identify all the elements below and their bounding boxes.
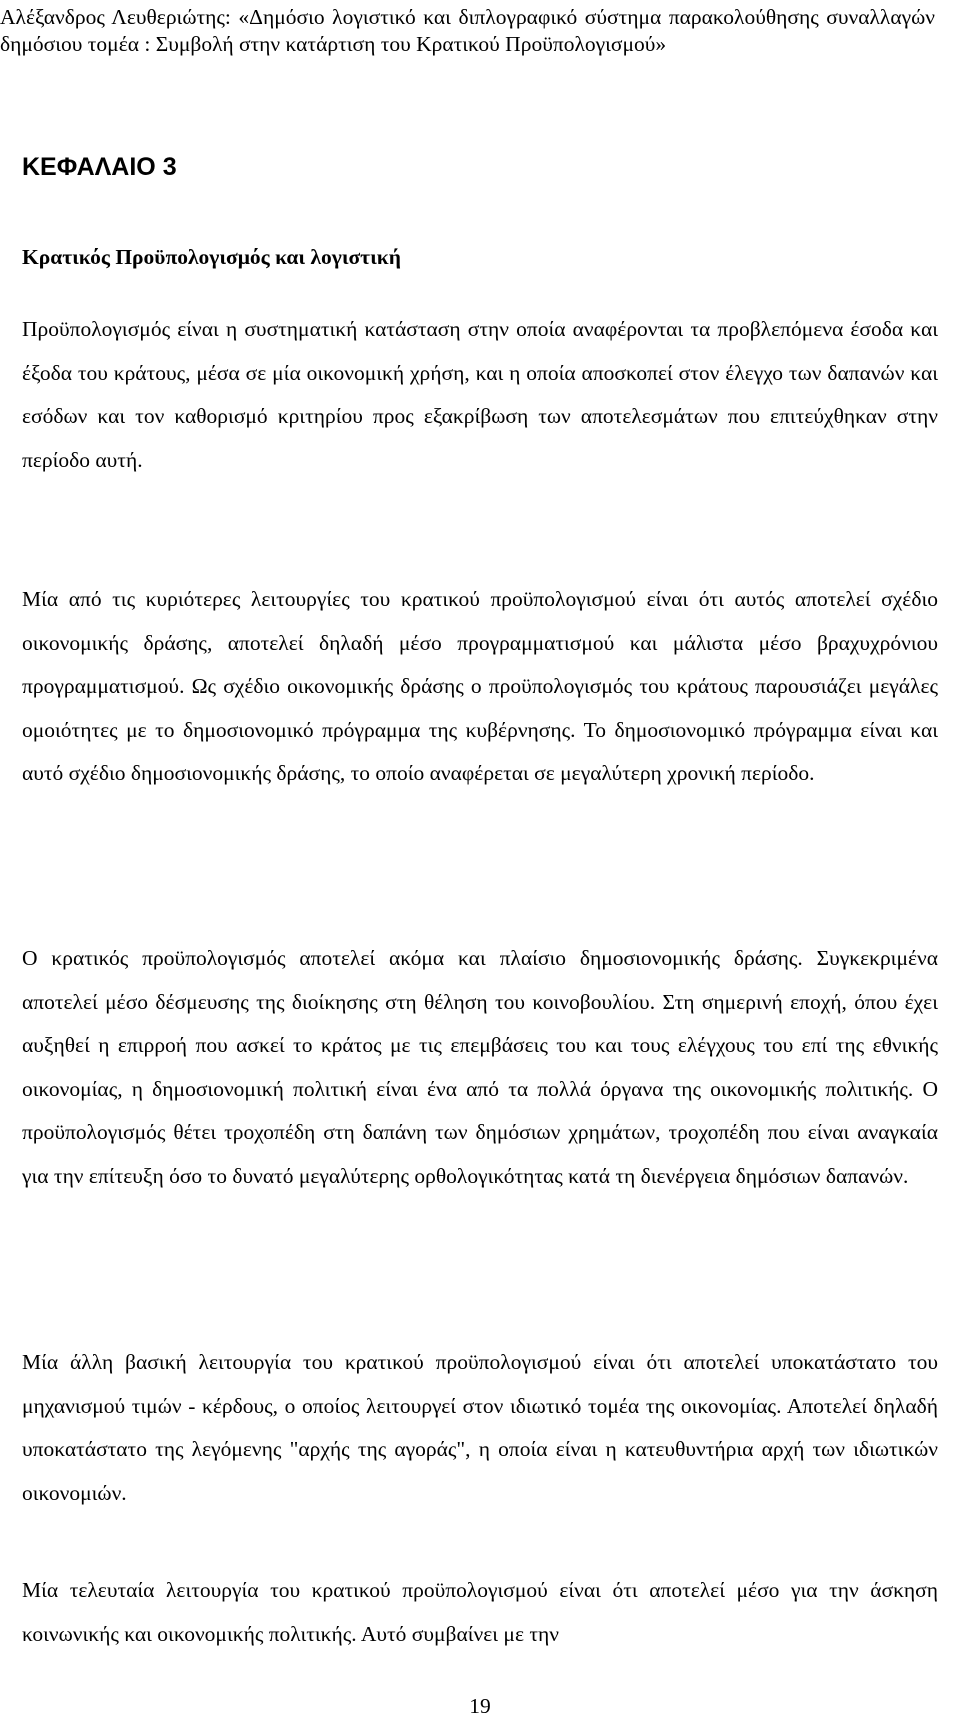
paragraph-economic-action-plan: Μία από τις κυριότερες λειτουργίες του κρατικού προϋπολογισμού είναι ότι αυτός αποτελεί σχέδιο οικονομικής δράσης, αποτελεί δηλαδή μέσο προγραμματισμού και μάλιστα μέσο βραχυχρόνιου προγραμματισμού. Ως σχέδιο οικονομικής δράσης ο προϋπολογισμός του κράτους παρουσιάζει μεγάλες ομοιότητες με το δημοσιονομικό πρόγραμμα της κυβέρνησης. Το δημοσιονομικό πρόγραμμα είναι και αυτό σχέδιο δημοσιονομικής δράσης, το οποίο αναφέρεται σε μεγαλύτερη χρονική περίοδο. [22, 587, 938, 786]
paragraph-social-economic-policy: Μία τελευταία λειτουργία του κρατικού προϋπολογισμού είναι ότι αποτελεί μέσο για την άσκηση κοινωνικής και οικονομικής πολιτικής. Αυτό συμβαίνει με την [22, 1578, 938, 1646]
paragraph-fiscal-framework: Ο κρατικός προϋπολογισμός αποτελεί ακόμα και πλαίσιο δημοσιονομικής δράσης. Συγκεκριμένα αποτελεί μέσο δέσμευσης της διοίκησης στη θέληση του κοινοβουλίου. Στη σημερινή εποχή, όπου έχει αυξηθεί η επιρροή που ασκεί το κράτος με τις επεμβάσεις του και τους ελέγχους του επί της εθνικής οικονομίας, η δημοσιονομική πολιτική είναι ένα από τα πολλά όργανα της οικονομικής πολιτικής. Ο προϋπολογισμός θέτει τροχοπέδη στη δαπάνη των δημόσιων χρημάτων, τροχοπέδη που είναι αναγκαία για την επίτευξη όσο το δυνατό μεγαλύτερης ορθολογικότητας κατά τη διενέργεια δημόσιων δαπανών. [22, 946, 938, 1188]
paragraph-budget-definition: Προϋπολογισμός είναι η συστηματική κατάσταση στην οποία αναφέρονται τα προβλεπόμενα έσοδα και έξοδα του κράτους, μέσα σε μία οικονομική χρήση, και η οποία αποσκοπεί στον έλεγχο των δαπανών και εσόδων και τον καθορισμό κριτηρίου προς εξακρίβωση των αποτελεσμάτων που επιτεύχθηκαν στην περίοδο αυτή. [22, 317, 938, 472]
section-title: Κρατικός Προϋπολογισμός και λογιστική [22, 245, 401, 269]
chapter-title: ΚΕΦΑΛΑΙΟ 3 [22, 153, 177, 181]
page-number: 19 [469, 1694, 491, 1718]
running-header: Αλέξανδρος Λευθεριώτης: «Δημόσιο λογιστικό και διπλογραφικό σύστημα παρακολούθησης συναλλαγών δημόσιου τομέα : Συμβολή στην κατάρτιση του Κρατικού Προϋπολογισμού» [0, 5, 935, 56]
paragraph-price-mechanism-substitute: Μία άλλη βασική λειτουργία του κρατικού προϋπολογισμού είναι ότι αποτελεί υποκατάστατο του μηχανισμού τιμών - κέρδους, ο οποίος λειτουργεί στον ιδιωτικό τομέα της οικονομίας. Αποτελεί δηλαδή υποκατάστατο της λεγόμενης "αρχής της αγοράς", η οποία είναι η κατευθυντήρια αρχή των ιδιωτικών οικονομιών. [22, 1350, 938, 1505]
